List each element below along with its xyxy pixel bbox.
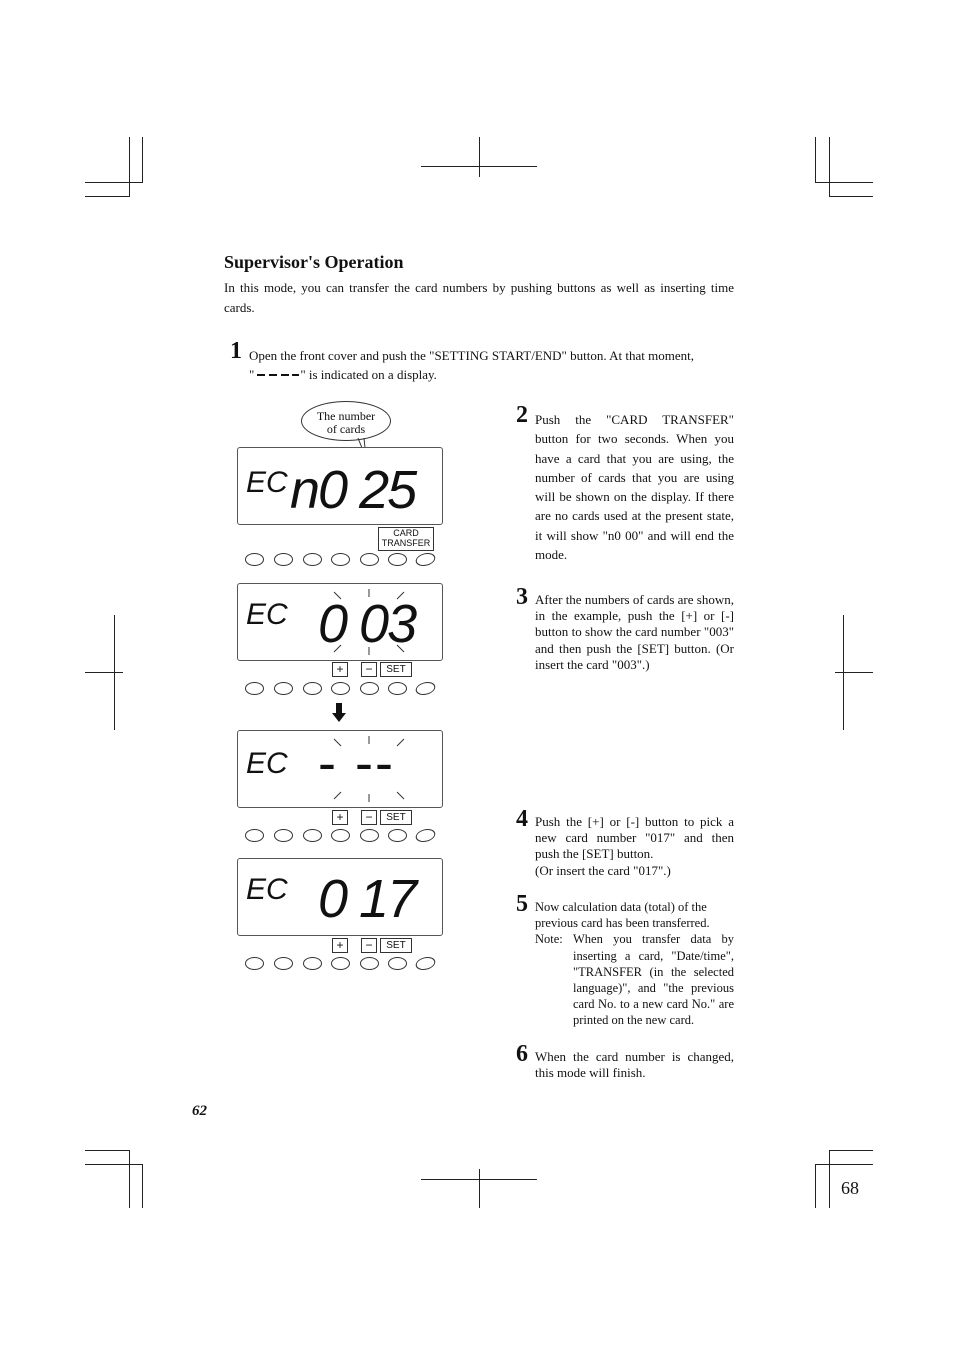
panel-button[interactable]: [331, 682, 350, 695]
note-label: Note:: [535, 932, 563, 947]
lcd-digits-4: [238, 859, 442, 935]
card-transfer-label-2: TRANSFER: [381, 538, 431, 548]
step-4-text: [535, 814, 734, 879]
crop-mark: [829, 1150, 830, 1208]
panel-button[interactable]: [303, 957, 322, 970]
step-number-5: 5: [516, 891, 528, 917]
panel-button[interactable]: [245, 682, 264, 695]
lcd-value: 0 17: [318, 869, 416, 929]
panel-button[interactable]: [303, 829, 322, 842]
lcd-digits-1: [238, 448, 442, 524]
note-text: When you transfer data by inserting a card, "Date/time", "TRANSFER (in the selected language)", and "the previous card No. to a new card No." are printed on the new card.: [573, 932, 734, 1028]
step-5-line1: Now calculation data (total) of the previous card has been transferred.: [535, 900, 710, 931]
panel-button[interactable]: [331, 553, 350, 566]
minus-button[interactable]: −: [361, 810, 377, 825]
step-1-line1: Open the front cover and push the "SETTING START/END" button. At that moment,: [249, 348, 694, 363]
crop-mark: [835, 672, 873, 673]
panel-button[interactable]: [274, 682, 293, 695]
crop-mark: [815, 182, 873, 183]
plus-button[interactable]: +: [332, 662, 348, 677]
card-transfer-button[interactable]: [378, 527, 434, 551]
panel-button[interactable]: [388, 682, 407, 695]
page-title: Supervisor's Operation: [224, 252, 404, 272]
panel-button[interactable]: [245, 553, 264, 566]
lcd-value: - --: [318, 733, 395, 793]
panel-button[interactable]: [303, 553, 322, 566]
minus-button[interactable]: −: [361, 662, 377, 677]
panel-button[interactable]: [274, 553, 293, 566]
lcd-value: n0 25: [290, 460, 416, 520]
plus-button[interactable]: +: [332, 810, 348, 825]
lcd-prefix: EC: [246, 873, 288, 906]
card-transfer-label-1: CARD: [393, 528, 419, 538]
set-button[interactable]: SET: [380, 810, 412, 825]
dash-display-icon: [254, 369, 300, 381]
lcd-digits-3: [238, 731, 442, 807]
crop-mark: [829, 137, 830, 197]
step-5-text: [535, 899, 734, 1029]
crop-mark: [85, 672, 123, 673]
crop-mark: [815, 1164, 816, 1208]
lcd-display-1: [237, 447, 443, 525]
step-1-quote-open: ": [249, 367, 255, 383]
panel-button[interactable]: [331, 957, 350, 970]
step-number-3: 3: [516, 584, 528, 610]
panel-button[interactable]: [414, 553, 438, 566]
step-2-text: Push the "CARD TRANSFER" button for two seconds. When you have a card that you are using, the number of cards that you are using will be shown on the display. If there are no cards used at the present state, it will show "n0 00" and will end the mode.: [535, 412, 734, 563]
panel-button[interactable]: [274, 829, 293, 842]
set-button[interactable]: SET: [380, 938, 412, 953]
panel-button[interactable]: [388, 553, 407, 566]
panel-button[interactable]: [303, 682, 322, 695]
panel-button[interactable]: [360, 829, 379, 842]
crop-mark: [85, 1150, 130, 1151]
panel-button[interactable]: [388, 957, 407, 970]
panel-button[interactable]: [331, 829, 350, 842]
crop-mark: [479, 1169, 480, 1208]
panel-button[interactable]: [414, 829, 438, 842]
bubble-line2: of cards: [326, 422, 366, 436]
lcd-prefix: EC: [246, 747, 288, 780]
step-1-text: [249, 346, 734, 385]
panel-button[interactable]: [245, 829, 264, 842]
step-5-note: [535, 931, 734, 1028]
lcd-display-4: [237, 858, 443, 936]
crop-mark: [142, 1164, 143, 1208]
panel-button[interactable]: [274, 957, 293, 970]
panel-button[interactable]: [414, 682, 438, 695]
step-4-line1: Push the [+] or [-] button to pick a new card number "017" and then push the [SET] button.: [535, 814, 734, 862]
step-number-4: 4: [516, 806, 528, 832]
bubble-line1: The number: [316, 409, 376, 423]
set-button[interactable]: SET: [380, 662, 412, 677]
pdf-page-number: 68: [841, 1178, 859, 1198]
lcd-display-2: [237, 583, 443, 661]
step-number-1: 1: [230, 338, 242, 364]
step-4-line2: (Or insert the card "017".): [535, 862, 671, 878]
panel-button[interactable]: [245, 957, 264, 970]
panel-button[interactable]: [360, 957, 379, 970]
step-3-text: After the numbers of cards are shown, in the example, push the [+] or [-] button to show the card number "003" and then push the [SET] button. (Or insert the card "003".): [535, 592, 734, 672]
minus-button[interactable]: −: [361, 938, 377, 953]
page-number: 62: [192, 1103, 207, 1119]
intro-paragraph: In this mode, you can transfer the card numbers by pushing buttons as well as inserting time cards.: [224, 280, 734, 315]
step-number-2: 2: [516, 402, 528, 428]
down-arrow-icon: [331, 703, 347, 723]
crop-mark: [829, 1150, 873, 1151]
panel-button[interactable]: [414, 957, 438, 970]
step-1-line2: " is indicated on a display.: [300, 367, 437, 383]
step-number-6: 6: [516, 1041, 528, 1067]
crop-mark: [85, 196, 130, 197]
crop-mark: [129, 1150, 130, 1208]
step-6-text: When the card number is changed, this mode will finish.: [535, 1049, 734, 1081]
lcd-digits-2: [238, 584, 442, 660]
crop-mark: [479, 137, 480, 177]
panel-button[interactable]: [360, 682, 379, 695]
crop-mark: [129, 137, 130, 197]
lcd-prefix: EC: [246, 598, 288, 631]
panel-button[interactable]: [360, 553, 379, 566]
lcd-display-3: [237, 730, 443, 808]
lcd-prefix: EC: [246, 466, 288, 499]
lcd-value: 0 03: [318, 594, 416, 654]
crop-mark: [829, 196, 873, 197]
crop-mark: [142, 137, 143, 183]
crop-mark: [85, 1164, 143, 1165]
crop-mark: [815, 137, 816, 183]
crop-mark: [815, 1164, 873, 1165]
crop-mark: [85, 182, 143, 183]
plus-button[interactable]: +: [332, 938, 348, 953]
panel-button[interactable]: [388, 829, 407, 842]
callout-bubble: [301, 401, 391, 441]
